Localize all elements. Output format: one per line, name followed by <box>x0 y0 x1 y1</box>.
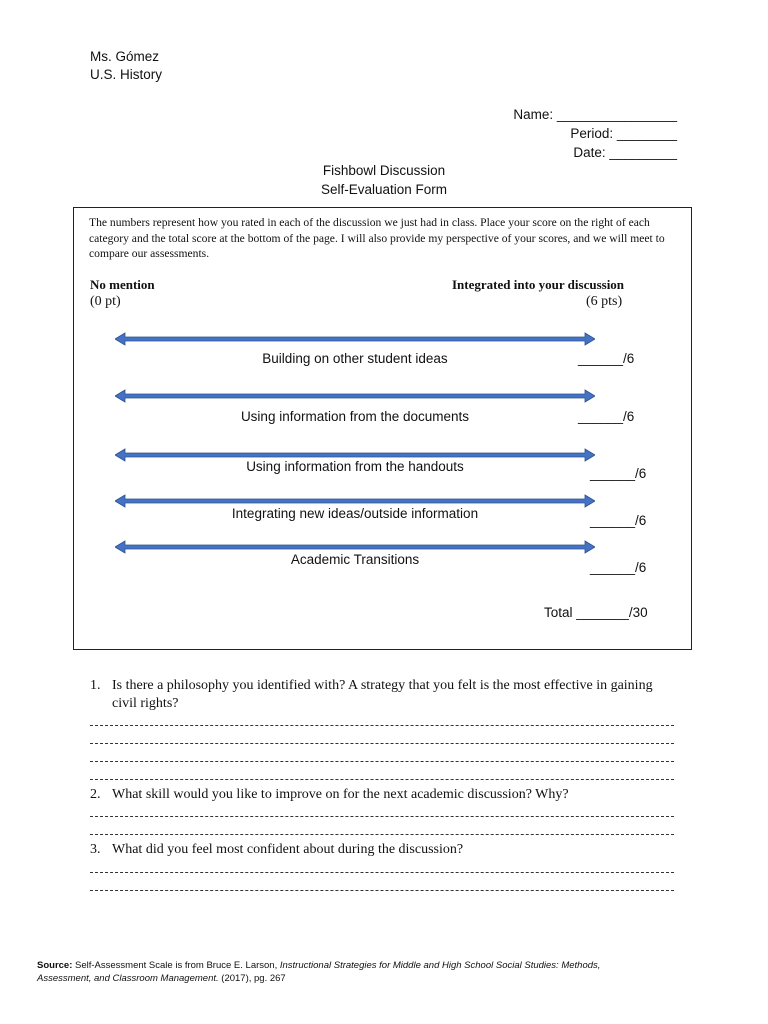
question-text: What skill would you like to improve on for the next academic discussion? Why? <box>112 787 569 802</box>
source-book-title: Instructional Strategies for Middle and High School Social Studies: Methods, Assessment, and Classroom Management. <box>37 960 601 984</box>
criterion-score-field: ______/6 <box>578 409 635 424</box>
scale-right-label: Integrated into your discussion <box>452 277 625 292</box>
criterion-label: Using information from the documents <box>240 409 470 424</box>
form-subtitle: Self-Evaluation Form <box>320 182 448 197</box>
rating-scale-arrow <box>115 389 595 403</box>
rating-scale-arrow <box>115 332 595 346</box>
criterion-score-field: ______/6 <box>578 351 635 366</box>
scale-left-label: No mention <box>90 277 155 292</box>
date-field: Date: _________ <box>573 145 677 160</box>
question-number: 2. <box>90 787 101 802</box>
criterion-score-field: ______/6 <box>590 560 647 575</box>
question-number: 1. <box>90 678 101 693</box>
total-score-field: Total _______/30 <box>544 605 648 620</box>
question-text: Is there a philosophy you identified with? A strategy that you felt is the most effective in gaining civil rights? <box>112 678 653 711</box>
question-2 <box>90 786 680 804</box>
criterion-score-field: ______/6 <box>590 513 647 528</box>
question-1 <box>90 677 680 713</box>
teacher-block <box>90 48 162 84</box>
question-3 <box>90 841 680 859</box>
question-text: What did you feel most confident about during the discussion? <box>112 842 464 857</box>
scale-left-points: (0 pt) <box>90 294 121 309</box>
source-prefix: Self-Assessment Scale is from Bruce E. Larson, <box>75 960 280 971</box>
source-suffix: (2017), pg. 267 <box>218 973 286 984</box>
answer-line <box>90 816 674 817</box>
evaluation-box <box>73 207 692 650</box>
course-name: U.S. History <box>90 67 163 82</box>
source-citation <box>37 959 637 985</box>
criterion-label: Using information from the handouts <box>246 459 464 474</box>
form-title: Fishbowl Discussion <box>322 163 446 178</box>
period-field: Period: ________ <box>570 126 677 141</box>
answer-line <box>90 834 674 835</box>
answer-line <box>90 743 674 744</box>
criterion-score-field: ______/6 <box>590 466 647 481</box>
answer-line <box>90 872 674 873</box>
criterion-label: Integrating new ideas/outside information <box>231 506 479 521</box>
criterion-label: Academic Transitions <box>290 552 420 567</box>
name-field: Name: ________________ <box>513 107 677 122</box>
teacher-name: Ms. Gómez <box>90 49 160 64</box>
criterion-label: Building on other student ideas <box>262 351 448 366</box>
instructions-text: The numbers represent how you rated in each of the discussion we just had in class. Place your score on the right of each category and the total score at the bottom of the page. I will also provide my perspective of your scores, and we will meet to compare our assessments. <box>89 216 665 260</box>
answer-line <box>90 761 674 762</box>
answer-line <box>90 779 674 780</box>
answer-line <box>90 725 674 726</box>
scale-right-points: (6 pts) <box>586 294 623 309</box>
question-number: 3. <box>90 842 101 857</box>
source-label: Source: <box>37 960 73 971</box>
answer-line <box>90 890 674 891</box>
